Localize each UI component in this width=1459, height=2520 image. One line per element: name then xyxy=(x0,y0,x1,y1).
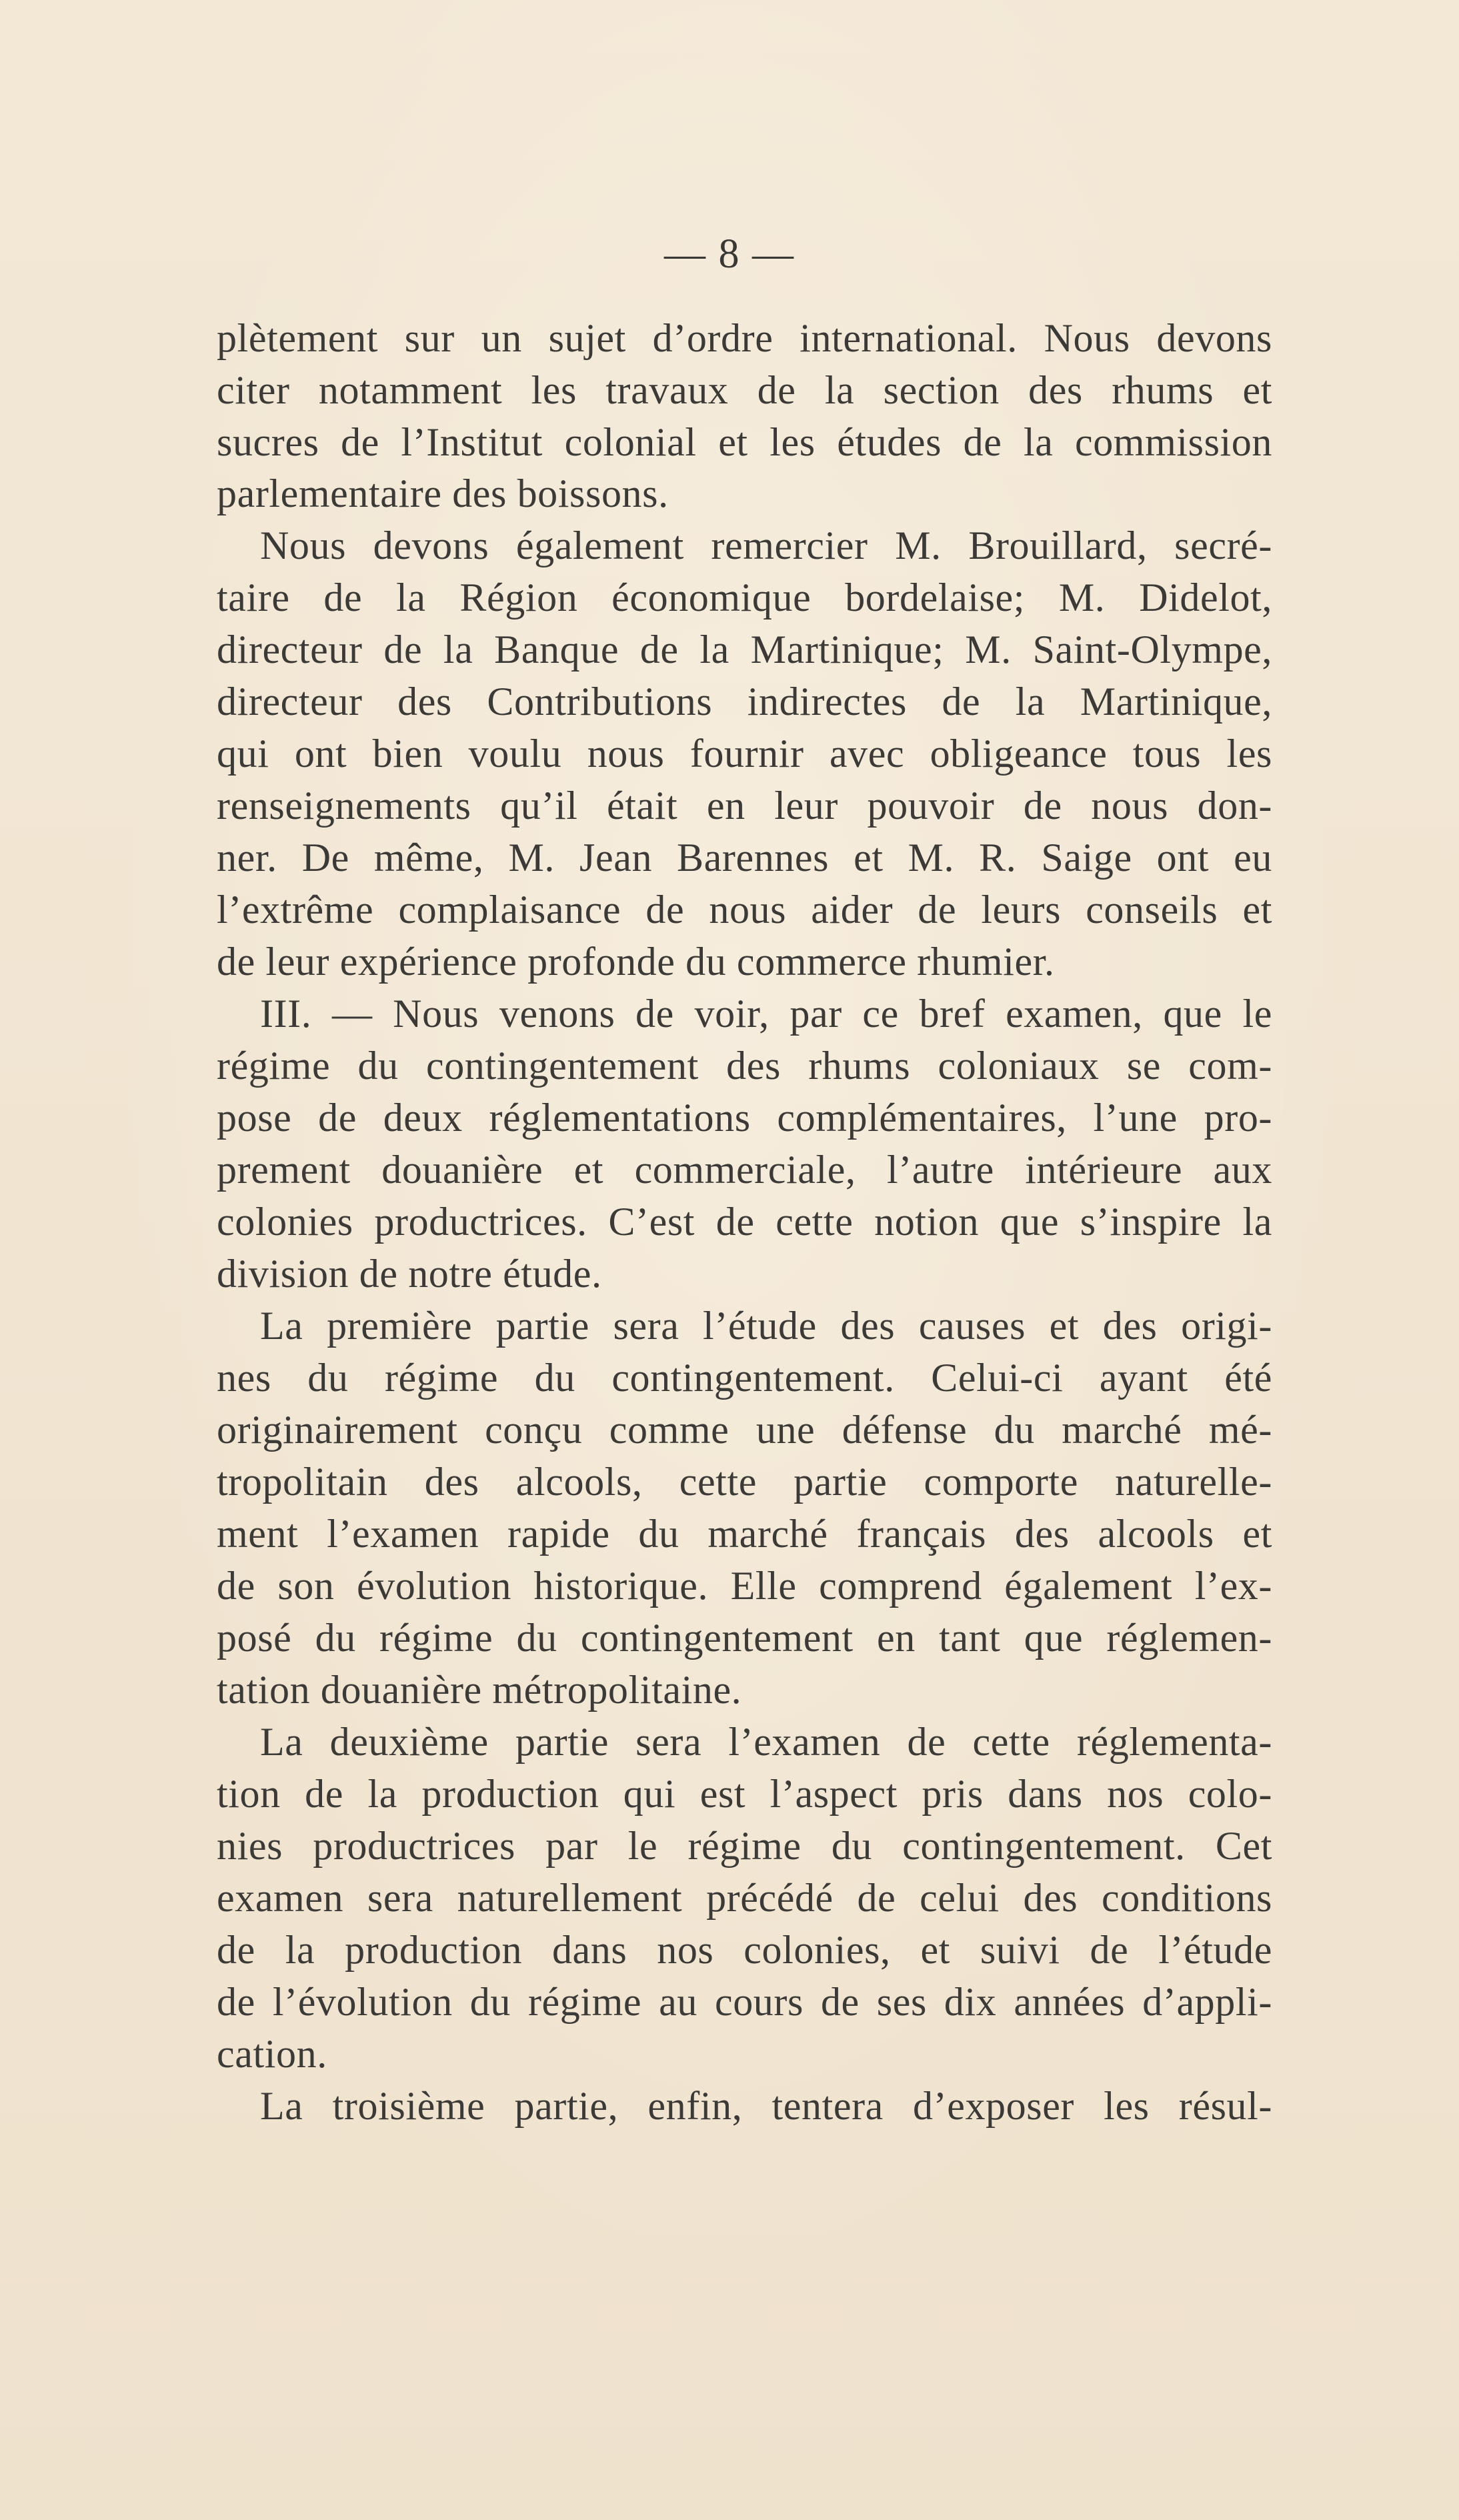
text-line: taire de la Région économique bordelaise; M. Didelot, xyxy=(217,575,1272,619)
text-line: de la production dans nos colonies, et suivi de l’étude xyxy=(217,1928,1272,1972)
text-line: ment l’examen rapide du marché français des alcools et xyxy=(217,1512,1272,1556)
text-line: directeur des Contributions indirectes de la Martinique, xyxy=(217,680,1272,724)
text-line: pose de deux réglementations complémentaires, l’une pro- xyxy=(217,1096,1272,1140)
paragraph-start-line: La troisième partie, enfin, tentera d’exposer les résul- xyxy=(260,2084,1272,2128)
text-line: de l’évolution du régime au cours de ses dix années d’appli- xyxy=(217,1980,1272,2024)
text-line: sucres de l’Institut colonial et les études de la commission xyxy=(217,420,1272,464)
text-line: renseignements qu’il était en leur pouvoir de nous don- xyxy=(217,784,1272,828)
text-line: colonies productrices. C’est de cette notion que s’inspire la xyxy=(217,1200,1272,1244)
page-number: — 8 — xyxy=(664,231,795,277)
text-line: cation. xyxy=(217,2032,327,2076)
text-line: nes du régime du contingentement. Celui-ci ayant été xyxy=(217,1356,1272,1400)
text-line: de leur expérience profonde du commerce rhumier. xyxy=(217,940,1055,984)
text-line: division de notre étude. xyxy=(217,1252,602,1296)
text-line: l’extrême complaisance de nous aider de leurs conseils et xyxy=(217,888,1272,932)
text-line: ner. De même, M. Jean Barennes et M. R. Saige ont eu xyxy=(217,836,1272,880)
section-start-line: III. — Nous venons de voir, par ce bref examen, que le xyxy=(260,992,1272,1036)
text-line: tion de la production qui est l’aspect pris dans nos colo- xyxy=(217,1772,1272,1816)
paragraph-start-line: Nous devons également remercier M. Brouillard, secré- xyxy=(260,523,1272,567)
text-line: citer notamment les travaux de la section des rhums et xyxy=(217,368,1272,412)
text-line: posé du régime du contingentement en tant que réglemen- xyxy=(217,1616,1272,1660)
text-line: tation douanière métropolitaine. xyxy=(217,1668,742,1712)
text-line: directeur de la Banque de la Martinique; M. Saint-Olympe, xyxy=(217,627,1272,672)
text-line: parlementaire des boissons. xyxy=(217,471,669,515)
text-line: examen sera naturellement précédé de celui des conditions xyxy=(217,1876,1272,1920)
paragraph-start-line: La première partie sera l’étude des causes et des origi- xyxy=(260,1304,1272,1348)
text-line: originairement conçu comme une défense du marché mé- xyxy=(217,1408,1272,1452)
paragraph-start-line: La deuxième partie sera l’examen de cette réglementa- xyxy=(260,1720,1272,1764)
text-line: qui ont bien voulu nous fournir avec obligeance tous les xyxy=(217,732,1272,776)
text-line: de son évolution historique. Elle comprend également l’ex- xyxy=(217,1564,1272,1608)
text-line: tropolitain des alcools, cette partie comporte naturelle- xyxy=(217,1460,1272,1504)
text-line: nies productrices par le régime du contingentement. Cet xyxy=(217,1824,1272,1868)
text-line: régime du contingentement des rhums coloniaux se com- xyxy=(217,1044,1272,1088)
text-line: plètement sur un sujet d’ordre international. Nous devons xyxy=(217,316,1272,360)
text-line: prement douanière et commerciale, l’autre intérieure aux xyxy=(217,1148,1272,1192)
